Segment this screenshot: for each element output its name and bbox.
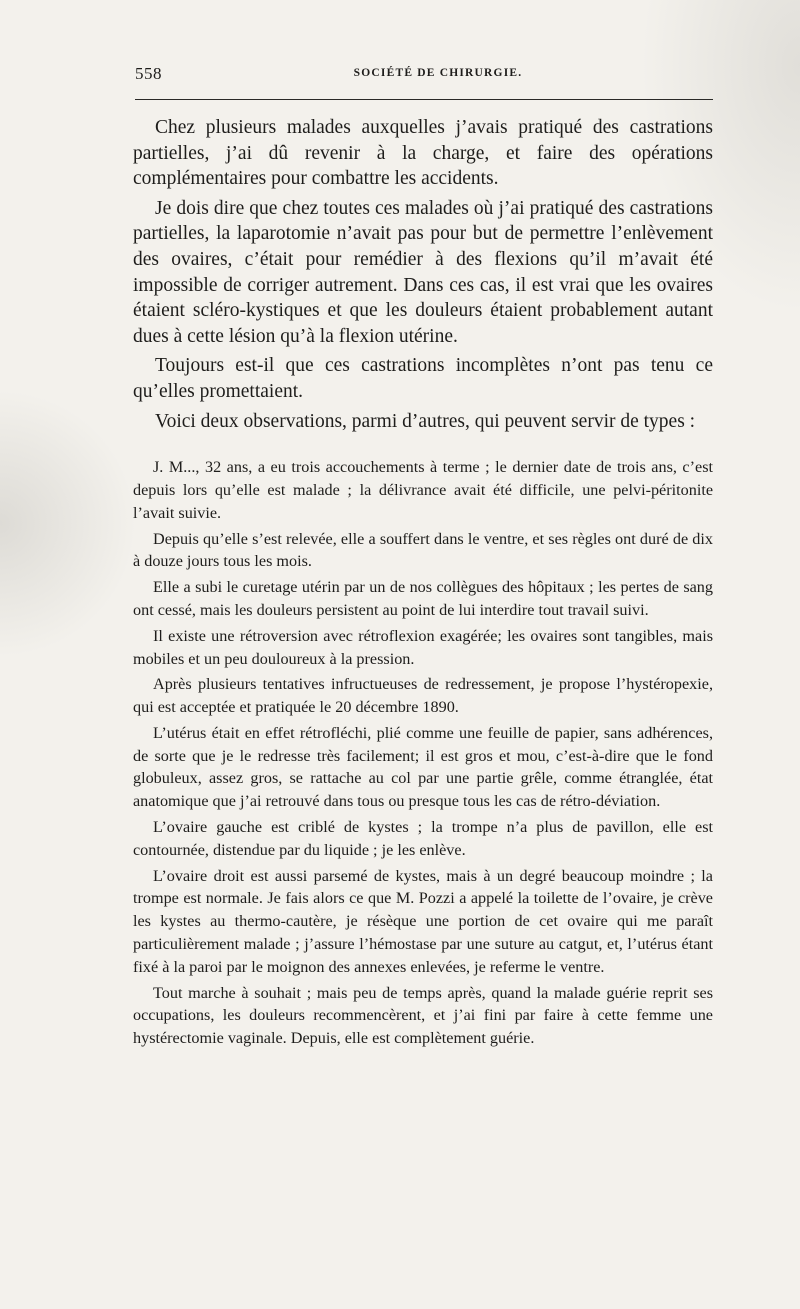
paragraph: Toujours est-il que ces castrations incomplètes n’ont pas tenu ce qu’elles promettaient. [133, 355, 713, 402]
observation-paragraph: Tout marche à souhait ; mais peu de temps après, quand la malade guérie reprit ses occupations, les douleurs recommencèrent, et j’ai fini par faire à cette femme une hystérectomie vaginale. Depuis, elle est complètement guérie. [133, 983, 713, 1048]
observation-paragraph: L’ovaire droit est aussi parsemé de kystes, mais à un degré beaucoup moindre ; la trompe est normale. Je fais alors ce que M. Pozzi a appelé la toilette de l’ovaire, je crève les kystes au thermo-cautère, je résèque une portion de cet ovaire qui me paraît particulièrement malade ; j’assure l’hémostase par une suture au catgut, et, l’utérus étant fixé à la paroi par le moignon des annexes enlevées, je referme le ventre. [133, 866, 713, 976]
paragraph: Je dois dire que chez toutes ces malades où j’ai pratiqué des castrations partielles, la laparotomie n’avait pas pour but de permettre l’enlèvement des ovaires, c’était pour remédier à des flexions qu’il m’avait été impossible de corriger autrement. Dans ces cas, il est vrai que les ovaires étaient scléro-kystiques et que les douleurs étaient probablement autant dues à cette lésion qu’à la flexion utérine. [133, 197, 713, 347]
running-title: SOCIÉTÉ DE CHIRURGIE. [353, 67, 523, 79]
observation-paragraph: Il existe une rétroversion avec rétroflexion exagérée; les ovaires sont tangibles, mais mobiles et un peu douloureux à la pression. [133, 626, 713, 668]
observation-paragraph: Après plusieurs tentatives infructueuses de redressement, je propose l’hystéropexie, qui est acceptée et pratiquée le 20 décembre 1890. [133, 675, 713, 717]
header-rule [135, 99, 713, 100]
observation-text [133, 456, 713, 1050]
observation-paragraph: J. M..., 32 ans, a eu trois accouchements à terme ; le dernier date de trois ans, c’est depuis lors qu’elle est malade ; la délivrance avait été difficile, une pelvi-péritonite l’avait suivie. [133, 458, 713, 522]
page-header [135, 64, 713, 92]
main-text [133, 115, 713, 434]
observation-paragraph: L’ovaire gauche est criblé de kystes ; la trompe n’a plus de pavillon, elle est contournée, distendue par du liquide ; je les enlève. [133, 818, 713, 859]
page-number: 558 [135, 64, 162, 83]
observation-paragraph: Depuis qu’elle s’est relevée, elle a souffert dans le ventre, et ses règles ont duré de dix à douze jours tous les mois. [133, 529, 713, 571]
paragraph: Voici deux observations, parmi d’autres, qui peuvent servir de types : [155, 410, 696, 432]
body-text [133, 115, 713, 1053]
observation-paragraph: Elle a subi le curetage utérin par un de nos collègues des hôpitaux ; les pertes de sang ont cessé, mais les douleurs persistent au point de lui interdire tout travail suivi. [133, 578, 713, 619]
paragraph: Chez plusieurs malades auxquelles j’avais pratiqué des castrations partielles, j’ai dû revenir à la charge, et faire des opérations complémentaires pour combattre les accidents. [133, 117, 713, 190]
observation-paragraph: L’utérus était en effet rétrofléchi, plié comme une feuille de papier, sans adhérences, de sorte que je le redresse très facilement; il est gros et mou, c’est-à-dire que le fond globuleux, assez gros, se rattache au col par une partie grêle, comme étranglée, état anatomique que j’ai retrouvé dans tous ou presque tous les cas de rétro-déviation. [133, 723, 713, 811]
